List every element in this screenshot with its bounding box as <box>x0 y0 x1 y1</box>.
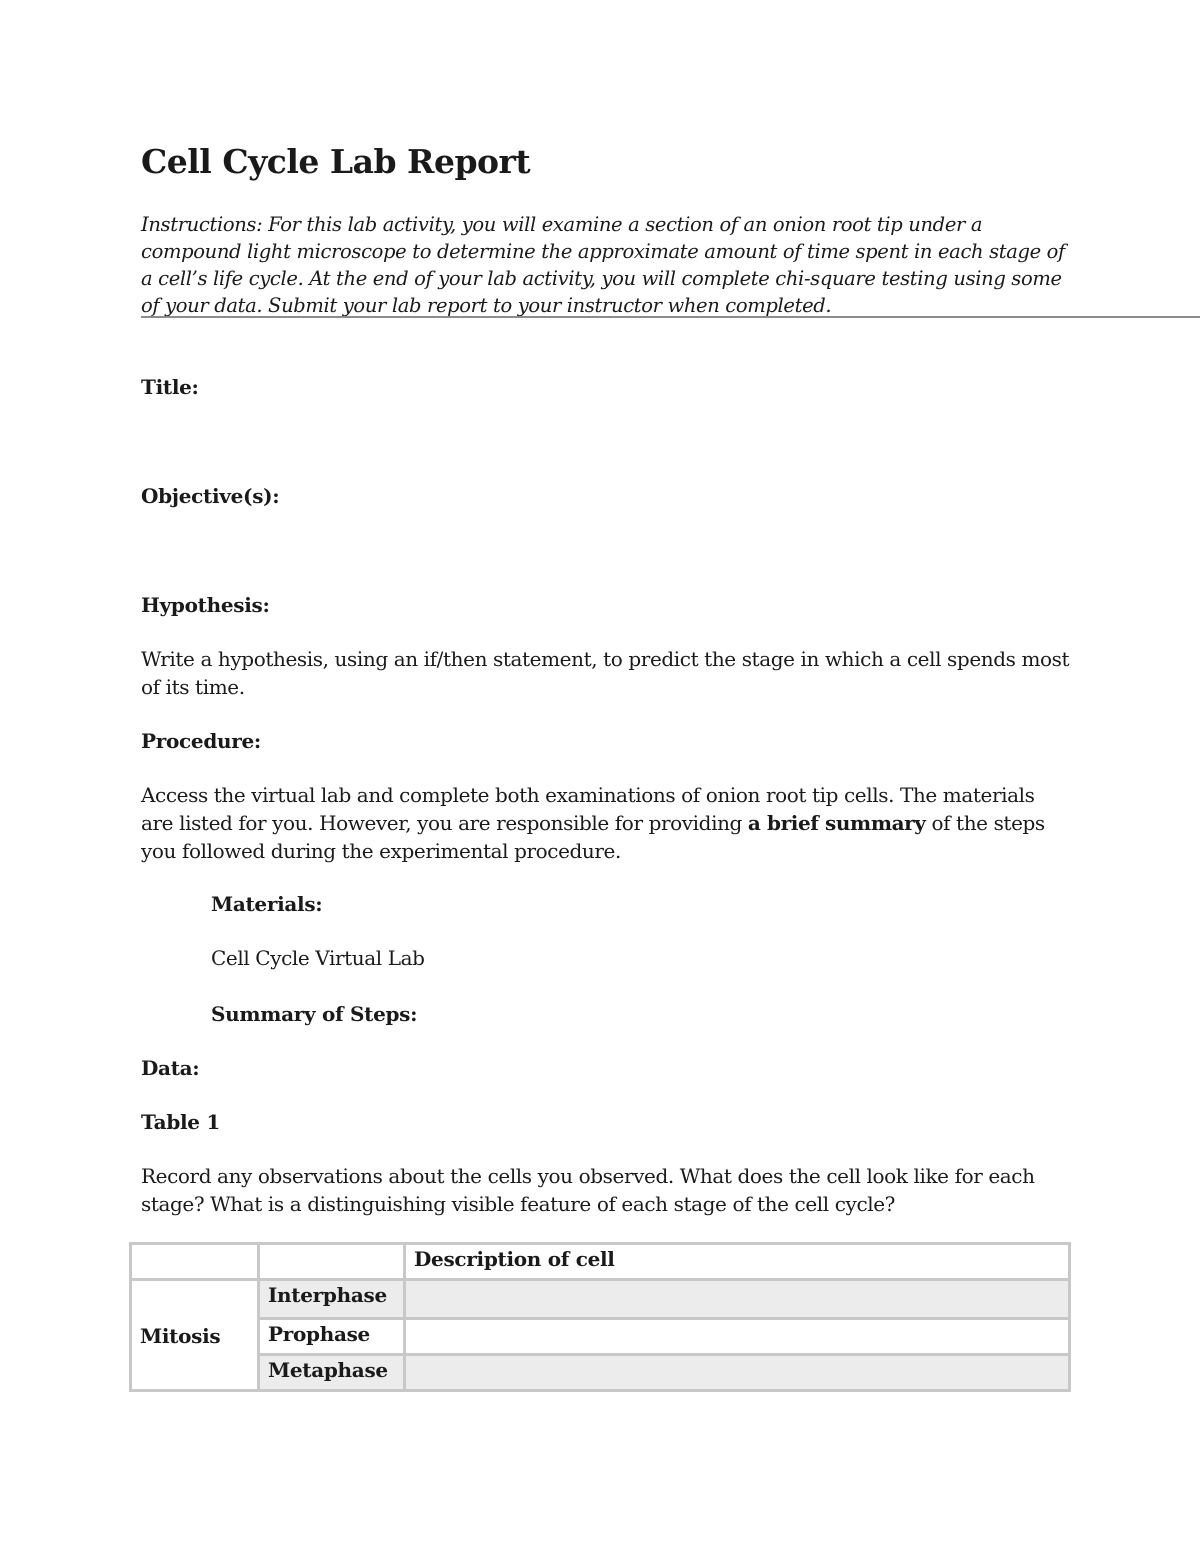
divider-line <box>141 316 1200 318</box>
materials-item: Cell Cycle Virtual Lab <box>211 946 425 970</box>
table1-label: Table 1 <box>141 1110 221 1134</box>
procedure-text-emphasis: a brief summary <box>747 811 926 835</box>
materials-label: Materials: <box>211 892 323 916</box>
cell-description-table <box>129 1242 1071 1392</box>
stage-label-interphase: Interphase <box>259 1280 405 1319</box>
table-header-empty-cell-2 <box>259 1244 405 1280</box>
mitosis-group-cell: Mitosis <box>131 1280 259 1391</box>
title-label: Title: <box>141 375 199 399</box>
description-cell-interphase[interactable] <box>405 1280 1070 1319</box>
instructions-text: Instructions: For this lab activity, you will examine a section of an onion root tip under a compound light microscope to determine the approximate amount of time spent in each stage of a cell’s life cycle. At the end of your lab activity, you will complete chi-square testing using some of your data. Submit your lab report to your instructor when completed. <box>141 213 1065 317</box>
procedure-text-part2: of the steps you followed during the experimental procedure. <box>141 811 1045 863</box>
hypothesis-label: Hypothesis: <box>141 593 270 617</box>
procedure-label: Procedure: <box>141 729 261 753</box>
document-title: Cell Cycle Lab Report <box>141 142 531 181</box>
table-header-description: Description of cell <box>405 1244 1070 1280</box>
procedure-text-part1: Access the virtual lab and complete both examinations of onion root tip cells. The materials are listed for you. However, you are responsible for providing <box>141 783 1035 835</box>
table1-instructions: Record any observations about the cells you observed. What does the cell look like for each stage? What is a distinguishing visible feature of each stage of the cell cycle? <box>141 1164 1035 1216</box>
table-row <box>131 1355 1070 1391</box>
table-header-empty-cell-1 <box>131 1244 259 1280</box>
hypothesis-text: Write a hypothesis, using an if/then statement, to predict the stage in which a cell spends most of its time. <box>141 647 1070 699</box>
procedure-text <box>141 781 1061 865</box>
objectives-label: Objective(s): <box>141 484 280 508</box>
stage-label-prophase: Prophase <box>259 1319 405 1355</box>
table-row <box>131 1280 1070 1319</box>
table-row <box>131 1319 1070 1355</box>
description-cell-metaphase[interactable] <box>405 1355 1070 1391</box>
stage-label-metaphase: Metaphase <box>259 1355 405 1391</box>
summary-of-steps-label: Summary of Steps: <box>211 1002 418 1026</box>
table-header-row <box>131 1244 1070 1280</box>
description-cell-prophase[interactable] <box>405 1319 1070 1355</box>
data-label: Data: <box>141 1056 200 1080</box>
